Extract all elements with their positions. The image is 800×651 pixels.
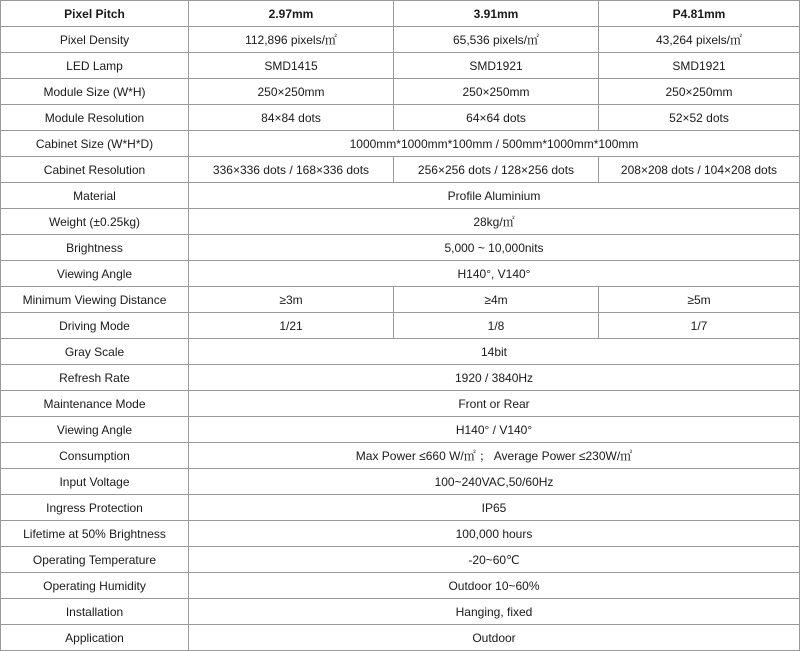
- value-cell: Outdoor: [189, 625, 800, 651]
- table-row: [1, 573, 800, 599]
- row-label-cell: Viewing Angle: [1, 417, 189, 443]
- value-cell: 84×84 dots: [189, 105, 394, 131]
- table-row: [1, 365, 800, 391]
- row-label-cell: Maintenance Mode: [1, 391, 189, 417]
- header-cell: 3.91mm: [394, 1, 599, 27]
- value-cell: 208×208 dots / 104×208 dots: [599, 157, 800, 183]
- table-row: [1, 443, 800, 469]
- value-cell: 112,896 pixels/㎡: [189, 27, 394, 53]
- row-label-cell: Cabinet Size (W*H*D): [1, 131, 189, 157]
- value-cell: 43,264 pixels/㎡: [599, 27, 800, 53]
- row-label-cell: Driving Mode: [1, 313, 189, 339]
- value-cell: SMD1415: [189, 53, 394, 79]
- value-cell: 250×250mm: [599, 79, 800, 105]
- value-cell: H140° / V140°: [189, 417, 800, 443]
- row-label-cell: Gray Scale: [1, 339, 189, 365]
- row-label-cell: Consumption: [1, 443, 189, 469]
- value-cell: 256×256 dots / 128×256 dots: [394, 157, 599, 183]
- table-row: [1, 391, 800, 417]
- value-cell: Max Power ≤660 W/㎡ ； Average Power ≤230W/㎡: [189, 443, 800, 469]
- row-label-cell: Operating Temperature: [1, 547, 189, 573]
- value-cell: 1000mm*1000mm*100mm / 500mm*1000mm*100mm: [189, 131, 800, 157]
- row-label-cell: Weight (±0.25kg): [1, 209, 189, 235]
- table-row: [1, 79, 800, 105]
- table-row: [1, 547, 800, 573]
- value-cell: 28kg/㎡: [189, 209, 800, 235]
- table-row: [1, 339, 800, 365]
- table-row: [1, 105, 800, 131]
- value-cell: SMD1921: [394, 53, 599, 79]
- table-row: [1, 521, 800, 547]
- value-cell: 100~240VAC,50/60Hz: [189, 469, 800, 495]
- row-label-cell: LED Lamp: [1, 53, 189, 79]
- value-cell: 336×336 dots / 168×336 dots: [189, 157, 394, 183]
- table-row: [1, 313, 800, 339]
- table-row: [1, 469, 800, 495]
- row-label-cell: Lifetime at 50% Brightness: [1, 521, 189, 547]
- table-row: [1, 417, 800, 443]
- value-cell: ≥5m: [599, 287, 800, 313]
- table-row: [1, 261, 800, 287]
- value-cell: 1/7: [599, 313, 800, 339]
- value-cell: ≥3m: [189, 287, 394, 313]
- table-row: [1, 287, 800, 313]
- row-label-cell: Viewing Angle: [1, 261, 189, 287]
- row-label-cell: Material: [1, 183, 189, 209]
- value-cell: 1/21: [189, 313, 394, 339]
- header-cell: P4.81mm: [599, 1, 800, 27]
- row-label-cell: Cabinet Resolution: [1, 157, 189, 183]
- row-label-cell: Installation: [1, 599, 189, 625]
- table-row: [1, 183, 800, 209]
- value-cell: 1/8: [394, 313, 599, 339]
- value-cell: 250×250mm: [394, 79, 599, 105]
- value-cell: Front or Rear: [189, 391, 800, 417]
- header-cell: Pixel Pitch: [1, 1, 189, 27]
- table-row: [1, 131, 800, 157]
- value-cell: 1920 / 3840Hz: [189, 365, 800, 391]
- row-label-cell: Input Voltage: [1, 469, 189, 495]
- value-cell: ≥4m: [394, 287, 599, 313]
- value-cell: -20~60℃: [189, 547, 800, 573]
- value-cell: 64×64 dots: [394, 105, 599, 131]
- value-cell: IP65: [189, 495, 800, 521]
- row-label-cell: Operating Humidity: [1, 573, 189, 599]
- row-label-cell: Minimum Viewing Distance: [1, 287, 189, 313]
- table-row: [1, 235, 800, 261]
- value-cell: Hanging, fixed: [189, 599, 800, 625]
- header-row: [1, 1, 800, 27]
- table-row: [1, 209, 800, 235]
- table-row: [1, 27, 800, 53]
- value-cell: H140°, V140°: [189, 261, 800, 287]
- value-cell: SMD1921: [599, 53, 800, 79]
- row-label-cell: Application: [1, 625, 189, 651]
- header-cell: 2.97mm: [189, 1, 394, 27]
- value-cell: 14bit: [189, 339, 800, 365]
- value-cell: Profile Aluminium: [189, 183, 800, 209]
- value-cell: 65,536 pixels/㎡: [394, 27, 599, 53]
- value-cell: 52×52 dots: [599, 105, 800, 131]
- table-row: [1, 599, 800, 625]
- table-row: [1, 53, 800, 79]
- row-label-cell: Refresh Rate: [1, 365, 189, 391]
- row-label-cell: Ingress Protection: [1, 495, 189, 521]
- table-row: [1, 157, 800, 183]
- row-label-cell: Brightness: [1, 235, 189, 261]
- value-cell: 100,000 hours: [189, 521, 800, 547]
- value-cell: 250×250mm: [189, 79, 394, 105]
- row-label-cell: Pixel Density: [1, 27, 189, 53]
- table-row: [1, 625, 800, 651]
- row-label-cell: Module Size (W*H): [1, 79, 189, 105]
- row-label-cell: Module Resolution: [1, 105, 189, 131]
- table-row: [1, 495, 800, 521]
- value-cell: 5,000 ~ 10,000nits: [189, 235, 800, 261]
- value-cell: Outdoor 10~60%: [189, 573, 800, 599]
- spec-body: [1, 27, 800, 651]
